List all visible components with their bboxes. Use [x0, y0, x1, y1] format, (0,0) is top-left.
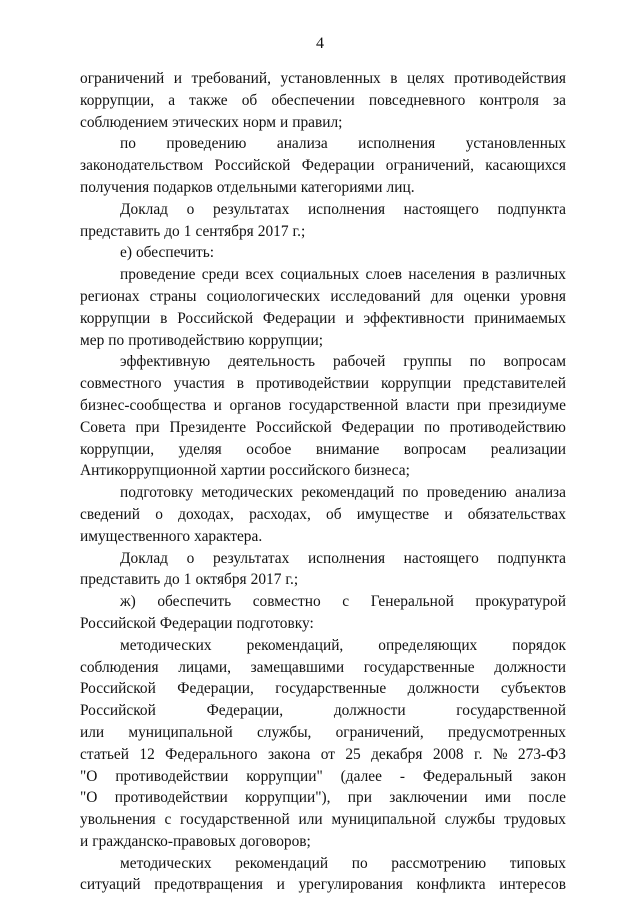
- word: государственные: [275, 680, 387, 698]
- word: а: [168, 91, 176, 109]
- word: о: [186, 549, 195, 567]
- word: вопросам: [503, 353, 566, 371]
- word: закон: [530, 767, 566, 785]
- word: законодательством: [80, 157, 204, 175]
- word: анализа: [276, 135, 328, 153]
- word: или: [298, 811, 323, 829]
- word: Доклад: [120, 200, 169, 218]
- word: всех: [245, 266, 274, 284]
- word: соблюдения: [80, 658, 159, 676]
- word: 273-ФЗ: [517, 745, 566, 763]
- word: Федерации,: [177, 680, 254, 698]
- word: 12: [139, 745, 155, 763]
- word: подготовку: [120, 484, 194, 502]
- text-line: [80, 90, 566, 112]
- word: расходах,: [249, 505, 311, 523]
- word: ограничений,: [335, 723, 424, 741]
- text-line: [80, 482, 566, 504]
- word: урегулирования: [298, 876, 403, 894]
- text-line: [80, 809, 566, 831]
- word: рассмотрению: [391, 854, 487, 872]
- word: проведение: [120, 266, 196, 284]
- word: результатах: [212, 549, 290, 567]
- word: 2008: [432, 745, 464, 763]
- document-body: [80, 68, 566, 896]
- word: социологических: [206, 287, 321, 305]
- word: 1: [183, 571, 192, 589]
- word: проведению: [166, 135, 247, 153]
- word: государственной: [288, 396, 399, 414]
- text-line: [80, 133, 566, 155]
- word: или: [80, 723, 105, 741]
- word: получения: [80, 178, 150, 196]
- word: Российской: [80, 702, 156, 720]
- word: коррупции: [80, 309, 151, 327]
- word: бизнеса;: [354, 462, 410, 480]
- word: в: [390, 70, 398, 87]
- word: Федерации,: [206, 702, 284, 720]
- word: мер: [80, 331, 105, 349]
- text-line: [80, 831, 566, 853]
- word: противодействию: [449, 418, 566, 436]
- text-line: [80, 874, 566, 896]
- word: е): [120, 244, 132, 262]
- word: Российской: [177, 309, 254, 327]
- word: договоров;: [239, 832, 311, 850]
- word: предотвращения: [154, 876, 263, 894]
- text-line: [80, 766, 566, 788]
- word: декабря: [371, 745, 423, 763]
- word: ж): [120, 593, 136, 611]
- word: методических: [120, 636, 212, 654]
- word: власти: [405, 396, 450, 414]
- word: лицами,: [178, 658, 231, 676]
- word: установленных: [465, 135, 566, 153]
- word: 25: [345, 745, 361, 763]
- word: слоев: [365, 266, 403, 284]
- word: коррупции"),: [245, 789, 331, 807]
- word: при: [347, 789, 372, 807]
- word: заключении: [389, 789, 468, 807]
- word: настоящего: [403, 549, 479, 567]
- word: до: [164, 571, 180, 589]
- word: категориями: [300, 178, 383, 196]
- word: лиц.: [386, 178, 415, 196]
- word: российского: [269, 462, 351, 480]
- word: требований,: [191, 70, 271, 87]
- word: муниципальной: [128, 723, 233, 741]
- word: Доклад: [120, 549, 169, 567]
- word: ситуаций: [80, 876, 141, 894]
- text-line: [80, 635, 566, 657]
- word: в: [160, 309, 168, 327]
- word: норм: [242, 113, 276, 131]
- text-line: [80, 657, 566, 679]
- word: установленных: [280, 70, 381, 87]
- text-line: [80, 569, 566, 591]
- word: различных: [495, 266, 566, 284]
- word: эффективную: [120, 353, 211, 371]
- word: г.: [474, 745, 483, 763]
- text-line: [80, 242, 566, 264]
- word: Российской: [80, 680, 156, 698]
- word: совместно: [252, 593, 321, 611]
- text-line: [80, 787, 566, 809]
- word: о: [155, 505, 163, 523]
- word: Антикоррупционной: [80, 462, 217, 480]
- word: от: [320, 745, 335, 763]
- word: подарков: [153, 178, 213, 196]
- text-line: [80, 155, 566, 177]
- word: и: [80, 832, 89, 850]
- word: интересов: [499, 876, 566, 894]
- word: при: [456, 396, 482, 414]
- word: касающихся: [485, 157, 566, 175]
- word: при: [135, 418, 160, 436]
- word: правил;: [292, 113, 343, 131]
- word: рекомендаций: [301, 484, 395, 502]
- word: рекомендаций: [235, 854, 329, 872]
- text-line: [80, 613, 566, 635]
- text-line: [80, 351, 566, 373]
- word: группы: [403, 353, 452, 371]
- word: представить: [80, 571, 161, 589]
- word: "О: [80, 789, 98, 807]
- word: должности: [407, 680, 480, 698]
- word: г.;: [285, 571, 299, 589]
- word: методических: [120, 854, 212, 872]
- word: Федерации: [301, 157, 375, 175]
- word: с: [164, 811, 172, 829]
- word: предусмотренных: [447, 723, 566, 741]
- word: сентября: [195, 222, 254, 240]
- word: также: [189, 91, 228, 109]
- word: оценки: [463, 287, 511, 305]
- word: страны: [149, 287, 197, 305]
- text-line: [80, 112, 566, 134]
- word: подготовку:: [236, 614, 314, 632]
- word: хартии: [220, 462, 266, 480]
- word: (далее: [340, 767, 382, 785]
- word: результатах: [212, 200, 290, 218]
- word: Федерального: [165, 745, 258, 763]
- word: закона: [267, 745, 311, 763]
- word: -: [399, 767, 405, 785]
- word: за: [553, 91, 566, 109]
- word: Российской: [80, 614, 156, 632]
- word: службы,: [256, 723, 312, 741]
- word: г.;: [292, 222, 306, 240]
- text-line: [80, 330, 566, 352]
- word: и: [444, 505, 453, 523]
- word: Федеральный: [422, 767, 513, 785]
- text-line: [80, 373, 566, 395]
- word: методических: [201, 484, 294, 502]
- word: уделяя: [178, 440, 222, 458]
- word: имуществе: [356, 505, 430, 523]
- word: Совета: [80, 418, 126, 436]
- word: об: [326, 505, 342, 523]
- word: в: [481, 266, 490, 284]
- word: целях: [407, 70, 445, 87]
- word: настоящего: [403, 200, 479, 218]
- word: коррупции,: [80, 440, 155, 458]
- word: государственной: [456, 702, 566, 720]
- word: Федерации: [159, 614, 233, 632]
- word: обеспечении: [271, 91, 355, 109]
- word: обеспечить: [157, 593, 232, 611]
- word: для: [430, 287, 454, 305]
- word: президиуме: [488, 396, 566, 414]
- word: совместного: [80, 375, 162, 393]
- word: определяющих: [378, 636, 478, 654]
- word: трудовых: [504, 811, 566, 829]
- word: исполнения: [307, 200, 386, 218]
- word: отдельными: [216, 178, 297, 196]
- word: службы: [444, 811, 496, 829]
- word: в: [236, 375, 244, 393]
- word: ограничений,: [385, 157, 474, 175]
- word: противодействии: [255, 375, 369, 393]
- word: исполнения: [307, 549, 386, 567]
- text-line: [80, 548, 566, 570]
- word: социальных: [280, 266, 360, 284]
- word: субъектов: [500, 680, 566, 698]
- word: прокуратурой: [475, 593, 566, 611]
- word: характера.: [194, 527, 263, 545]
- word: бизнес-сообщества: [80, 396, 207, 414]
- word: противодействия: [454, 70, 566, 87]
- word: о: [186, 200, 195, 218]
- word: коррупции,: [80, 91, 155, 109]
- word: ограничений: [80, 70, 165, 87]
- word: Федерации: [262, 309, 336, 327]
- text-line: [80, 591, 566, 613]
- word: по: [120, 135, 136, 153]
- word: и: [279, 113, 289, 131]
- word: противодействии: [114, 789, 228, 807]
- word: гражданско-правовых: [92, 832, 236, 850]
- text-line: [80, 678, 566, 700]
- word: участия: [173, 375, 225, 393]
- word: представителей: [463, 375, 566, 393]
- word: государственные: [363, 658, 475, 676]
- word: Российской: [214, 157, 291, 175]
- word: и: [173, 70, 183, 87]
- word: обязательствах: [467, 505, 566, 523]
- word: типовых: [509, 854, 566, 872]
- word: 1: [183, 222, 192, 240]
- word: 2017: [257, 222, 289, 240]
- word: проведению: [426, 484, 507, 502]
- word: коррупции": [246, 767, 323, 785]
- word: должности: [333, 702, 406, 720]
- word: по: [402, 484, 419, 502]
- word: вопросам: [403, 440, 467, 458]
- word: после: [528, 789, 566, 807]
- text-line: [80, 439, 566, 461]
- text-line: [80, 68, 566, 90]
- text-line: [80, 199, 566, 221]
- word: с: [342, 593, 350, 611]
- word: муниципальной: [331, 811, 436, 829]
- word: сведений: [80, 505, 141, 523]
- word: и: [213, 396, 222, 414]
- text-line: [80, 853, 566, 875]
- word: статьей: [80, 745, 129, 763]
- word: октября: [195, 571, 247, 589]
- text-line: [80, 526, 566, 548]
- word: обеспечить:: [135, 244, 215, 262]
- word: рекомендаций,: [246, 636, 344, 654]
- word: по: [423, 418, 440, 436]
- word: противодействии: [115, 767, 229, 785]
- text-line: [80, 722, 566, 744]
- word: повседневного: [368, 91, 466, 109]
- word: имущественного: [80, 527, 191, 545]
- word: №: [492, 745, 508, 763]
- word: органов: [229, 396, 282, 414]
- word: до: [164, 222, 180, 240]
- word: исполнения: [358, 135, 436, 153]
- word: эффективности: [363, 309, 465, 327]
- page-number: 4: [316, 35, 324, 52]
- word: представить: [80, 222, 161, 240]
- word: "О: [80, 767, 98, 785]
- word: принимаемых: [474, 309, 566, 327]
- word: Президенте: [169, 418, 247, 436]
- word: доходах,: [178, 505, 234, 523]
- word: Федерации: [341, 418, 415, 436]
- text-line: [80, 286, 566, 308]
- word: анализа: [515, 484, 566, 502]
- word: и: [276, 876, 285, 894]
- word: Генеральной: [370, 593, 454, 611]
- word: увольнения: [80, 811, 156, 829]
- text-line: [80, 504, 566, 526]
- word: и: [345, 309, 354, 327]
- word: ими: [484, 789, 512, 807]
- word: исследований: [330, 287, 421, 305]
- word: порядок: [512, 636, 566, 654]
- text-line: [80, 744, 566, 766]
- word: по: [469, 353, 486, 371]
- word: внимание: [315, 440, 380, 458]
- word: Российской: [255, 418, 332, 436]
- text-line: [80, 221, 566, 243]
- word: коррупции: [380, 375, 452, 393]
- text-line: [80, 460, 566, 482]
- word: этических: [172, 113, 239, 131]
- word: контроля: [479, 91, 539, 109]
- word: подпункта: [497, 200, 566, 218]
- word: коррупции;: [248, 331, 323, 349]
- text-line: [80, 700, 566, 722]
- word: государственной: [180, 811, 290, 829]
- word: по: [351, 854, 368, 872]
- word: реализации: [490, 440, 566, 458]
- word: рабочей: [332, 353, 386, 371]
- word: подпункта: [497, 549, 566, 567]
- text-line: [80, 177, 566, 199]
- word: соблюдением: [80, 113, 169, 131]
- word: среди: [201, 266, 239, 284]
- word: 2017: [250, 571, 282, 589]
- word: конфликта: [416, 876, 486, 894]
- text-line: [80, 395, 566, 417]
- word: об: [241, 91, 258, 109]
- word: по: [108, 331, 125, 349]
- text-line: [80, 308, 566, 330]
- text-line: [80, 264, 566, 286]
- word: противодействию: [128, 331, 245, 349]
- word: особое: [246, 440, 292, 458]
- word: регионах: [80, 287, 140, 305]
- word: деятельность: [228, 353, 315, 371]
- word: населения: [408, 266, 476, 284]
- word: замещавшими: [250, 658, 345, 676]
- word: должности: [494, 658, 566, 676]
- word: уровня: [520, 287, 566, 305]
- text-line: [80, 417, 566, 439]
